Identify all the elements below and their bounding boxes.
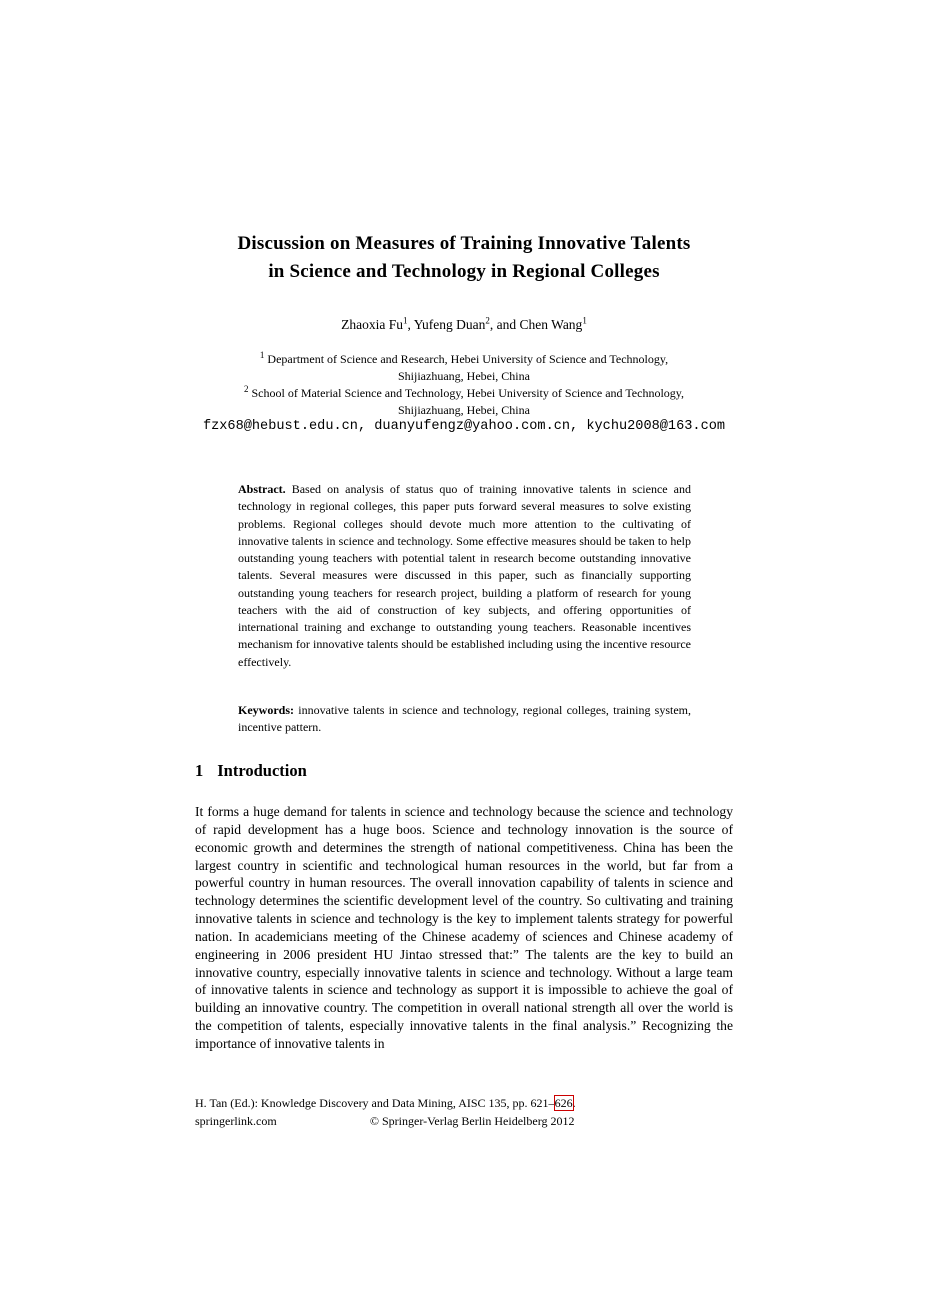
affiliation-line (165, 385, 763, 402)
footer-citation-period: . (572, 1096, 576, 1110)
footer-citation-line (195, 1095, 733, 1113)
affiliations-block (165, 351, 763, 419)
footer-publisher-line (195, 1113, 733, 1131)
author-emails: fzx68@hebust.edu.cn, duanyufengz@yahoo.com.cn, kychu2008@163.com (202, 419, 726, 434)
footer-citation-text: H. Tan (Ed.): Knowledge Discovery and Data Mining, AISC 135, pp. 621– (195, 1096, 555, 1110)
abstract-label: Abstract. (238, 482, 286, 496)
affiliation-city-line: Shijiazhuang, Hebei, China (398, 369, 530, 383)
author-name: Yufeng Duan (413, 317, 486, 332)
author-separator: , (407, 317, 414, 332)
paper-title-line1: Discussion on Measures of Training Innovative Talents (237, 233, 691, 254)
text-column (195, 0, 733, 1309)
keywords-text: innovative talents in science and technology, regional colleges, training system, incentive pattern. (238, 703, 692, 735)
keywords-label: Keywords: (238, 703, 294, 717)
affiliation-number: 2 (243, 384, 249, 394)
paper-title (175, 230, 753, 285)
affiliation-text: School of Material Science and Technology, Hebei University of Science and Technology, (251, 386, 685, 400)
author-name: Zhaoxia Fu (341, 317, 404, 332)
author-separator: , and (489, 317, 520, 332)
footer-page-link[interactable]: 626 (554, 1096, 573, 1110)
footer-site: springerlink.com (195, 1113, 277, 1128)
author-affiliation-ref: 1 (582, 315, 587, 326)
affiliation-line (165, 351, 763, 368)
abstract-text: Based on analysis of status quo of training innovative talents in science and technology in regional colleges, this paper puts forward several measures to solve existing problems. Regional colleges should devote much more attention to the cultivating of innovative talents in science and technology. Some effective measures should be taken to help outstanding young teachers with potential talent in research become outstanding innovative talents. Several measures were discussed in this paper, such as financially supporting outstanding young teachers for research project, building a platform of research for young teachers with the aid of construction of key subjects, and offering opportunities of international training and exchange to outstanding young teachers. Reasonable incentives mechanism for innovative talents should be established including using the incentive resource effectively. (238, 482, 691, 669)
affiliation-number: 1 (259, 350, 265, 360)
affiliation-city-line: Shijiazhuang, Hebei, China (398, 403, 530, 417)
footer-copyright: © Springer-Verlag Berlin Heidelberg 2012 (369, 1113, 575, 1128)
section-number: 1 (195, 761, 204, 780)
section-heading-introduction (195, 761, 307, 781)
paper-title-line2: in Science and Technology in Regional Colleges (268, 260, 660, 282)
introduction-paragraph: It forms a huge demand for talents in science and technology because the science and technology of rapid development has a huge boos. Science and technology innovation is the source of economic growth and determines the strength of national competitiveness. China has been the largest country in scientific and technological human resources in the world, but far from a powerful country in human resources. The overall innovation capability of talents in science and technology determines the scientific development level of the country. So cultivating and training innovative talents in science and technology is the key to implement talents strategy for powerful nation. In academicians meeting of the Chinese academy of sciences and Chinese academy of engineering in 2006 president HU Jintao stressed that:” The talents are the key to build an innovative country, especially innovative talents in science and technology. Without a large team of innovative talents in science and technology as support it is impossible to achieve the goal of building an innovative country. The competition in overall national strength all over the world is the competition of talents, especially innovative talents in the final analysis.” Recognizing the importance of innovative talents in (195, 804, 733, 1051)
section-title: Introduction (217, 761, 307, 780)
keywords-section (238, 702, 691, 737)
affiliation-text: Department of Science and Research, Hebei University of Science and Technology, (267, 352, 669, 366)
author-line (195, 317, 733, 333)
author-affiliation-ref: 1 (403, 315, 408, 326)
author-affiliation-ref: 2 (485, 315, 490, 326)
author-name: Chen Wang (519, 317, 583, 332)
page-footer (195, 1095, 733, 1130)
abstract-section (238, 481, 691, 671)
